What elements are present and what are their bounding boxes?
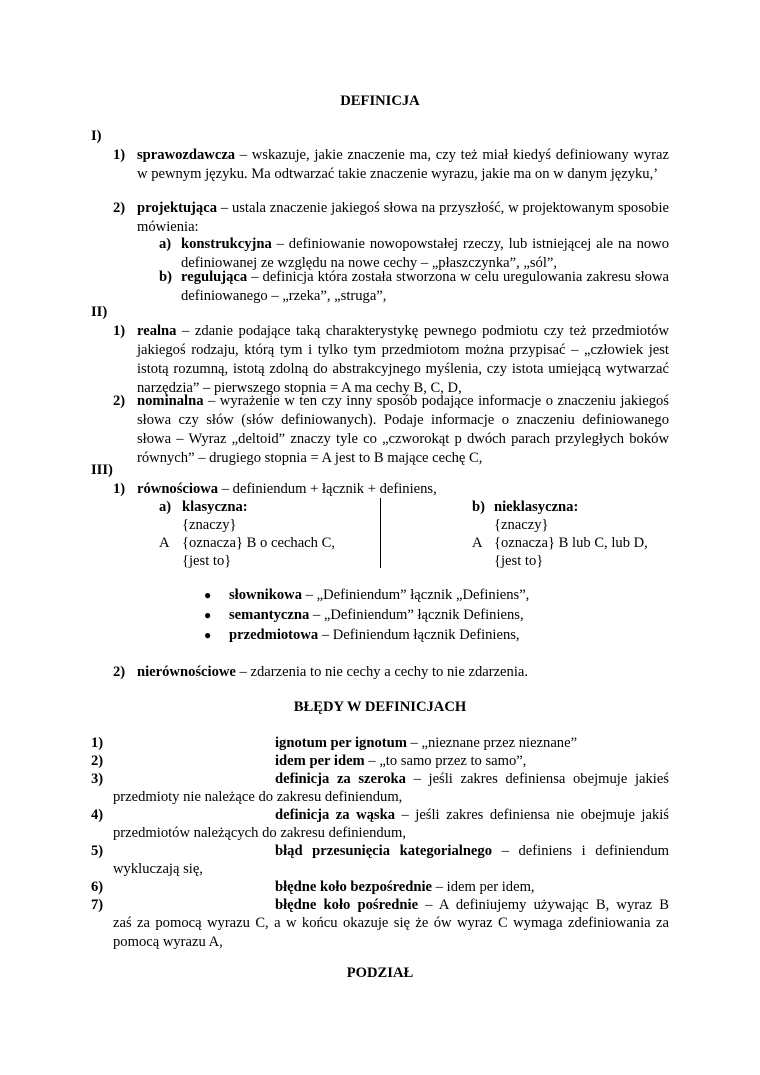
error-item-continued: przedmioty nie należące do zakresu definiendum, <box>113 789 403 805</box>
column-line: {oznacza} B o cechach C, <box>182 535 335 551</box>
list-number: 2) <box>113 664 126 680</box>
list-item: projektująca – ustala znaczenie jakiegoś słowa na przyszłość, w projektowanym sposobie mówienia: <box>137 200 669 235</box>
error-item: idem per idem – „to samo przez to samo”, <box>275 753 527 769</box>
section-label: III) <box>91 462 113 478</box>
list-number: 2) <box>91 753 104 769</box>
list-item: realna – zdanie podające taką charakterystykę pewnego podmiotu czy też przedmiotów jakiegoś rodzaju, którą tym i tylko tym przedmiotom można przypisać – „człowiek jest istotą rozumną, istotą zdolną do abstrakcyjnego myślenia, czy istota umiejącą wytwarzać narzędzia” – pierwszego stopnia = A ma cechy B, C, D, <box>137 323 669 396</box>
list-item: regulująca – definicja która została stworzona w celu uregulowania zakresu słowa definiowanego – „rzeka”, „struga”, <box>181 269 669 304</box>
error-item-continued: wykluczają się, <box>113 861 203 877</box>
column-prefix: A <box>159 535 170 551</box>
list-item: nierównościowe – zdarzenia to nie cechy a cechy to nie zdarzenia. <box>137 664 529 680</box>
column-divider <box>380 498 381 568</box>
list-number: 3) <box>91 771 104 787</box>
list-number: 2) <box>113 200 126 216</box>
division-title: PODZIAŁ <box>346 965 414 981</box>
list-number: 1) <box>113 481 126 497</box>
bullet-item: słownikowa – „Definiendum” łącznik „Definiens”, <box>229 587 530 603</box>
bullet-icon: ● <box>204 608 212 622</box>
list-number: 1) <box>113 323 126 339</box>
list-letter: b) <box>472 499 485 515</box>
list-item: konstrukcyjna – definiowanie nowopowstałej rzeczy, lub istniejącej ale na nowo definiowanej ze względu na nowe cechy – „płaszczynka”, „sól”, <box>181 236 669 271</box>
bullet-item: przedmiotowa – Definiendum łącznik Definiens, <box>229 627 520 643</box>
error-item-continued: przedmiotów należących do zakresu definiendum, <box>113 825 406 841</box>
list-number: 5) <box>91 843 104 859</box>
list-number: 4) <box>91 807 104 823</box>
column-line: {jest to} <box>494 553 544 569</box>
column-heading: nieklasyczna: <box>494 499 579 515</box>
column-line: {znaczy} <box>182 517 237 533</box>
list-number: 2) <box>113 393 126 409</box>
list-item: nominalna – wyrażenie w ten czy inny sposób podające informacje o znaczeniu jakiegoś słowa czy słów (słów definiowanych). Podaje informacje o znaczeniu definiowanego słowa – Wyraz „deltoid” znaczy tyle co „czworokąt p dwóch parach przyległych boków równych” – drugiego stopnia = A jest to B mające cechę C, <box>137 393 669 466</box>
bullet-icon: ● <box>204 628 212 642</box>
column-line: {znaczy} <box>494 517 549 533</box>
column-heading: klasyczna: <box>182 499 248 515</box>
list-number: 7) <box>91 897 104 913</box>
list-item: sprawozdawcza – wskazuje, jakie znaczenie ma, czy też miał kiedyś definiowany wyraz w pewnym języku. Ma odtwarzać takie znaczenie wyrazu, jakie ma on w danym języku,’ <box>137 147 669 182</box>
error-item: błędne koło bezpośrednie – idem per idem, <box>275 879 535 895</box>
section-label: I) <box>91 128 102 144</box>
column-line: {jest to} <box>182 553 232 569</box>
bullet-icon: ● <box>204 588 212 602</box>
list-item: równościowa – definiendum + łącznik + definiens, <box>137 481 437 497</box>
column-prefix: A <box>472 535 483 551</box>
list-letter: a) <box>159 499 172 515</box>
column-line: {oznacza} B lub C, lub D, <box>494 535 648 551</box>
list-number: 1) <box>113 147 126 163</box>
list-number: 1) <box>91 735 104 751</box>
list-letter: a) <box>159 236 172 252</box>
bullet-item: semantyczna – „Definiendum” łącznik Definiens, <box>229 607 524 623</box>
error-item: definicja za wąska – jeśli zakres definiensa nie obejmuje jakiś <box>275 807 669 823</box>
error-item: błędne koło pośrednie – A definiujemy używając B, wyraz B <box>275 897 669 913</box>
errors-title: BŁĘDY W DEFINICJACH <box>293 699 467 715</box>
error-item: definicja za szeroka – jeśli zakres definiensa obejmuje jakieś <box>275 771 669 787</box>
list-number: 6) <box>91 879 104 895</box>
list-letter: b) <box>159 269 172 285</box>
error-item: ignotum per ignotum – „nieznane przez nieznane” <box>275 735 578 751</box>
error-item-continued: zaś za pomocą wyrazu C, a w końcu okazuje się że ów wyraz C wymaga zdefiniowania za pomocą wyrazu A, <box>113 915 669 950</box>
error-item: błąd przesunięcia kategorialnego – definiens i definiendum <box>275 843 669 859</box>
page-title: DEFINICJA <box>340 93 420 109</box>
section-label: II) <box>91 304 108 320</box>
